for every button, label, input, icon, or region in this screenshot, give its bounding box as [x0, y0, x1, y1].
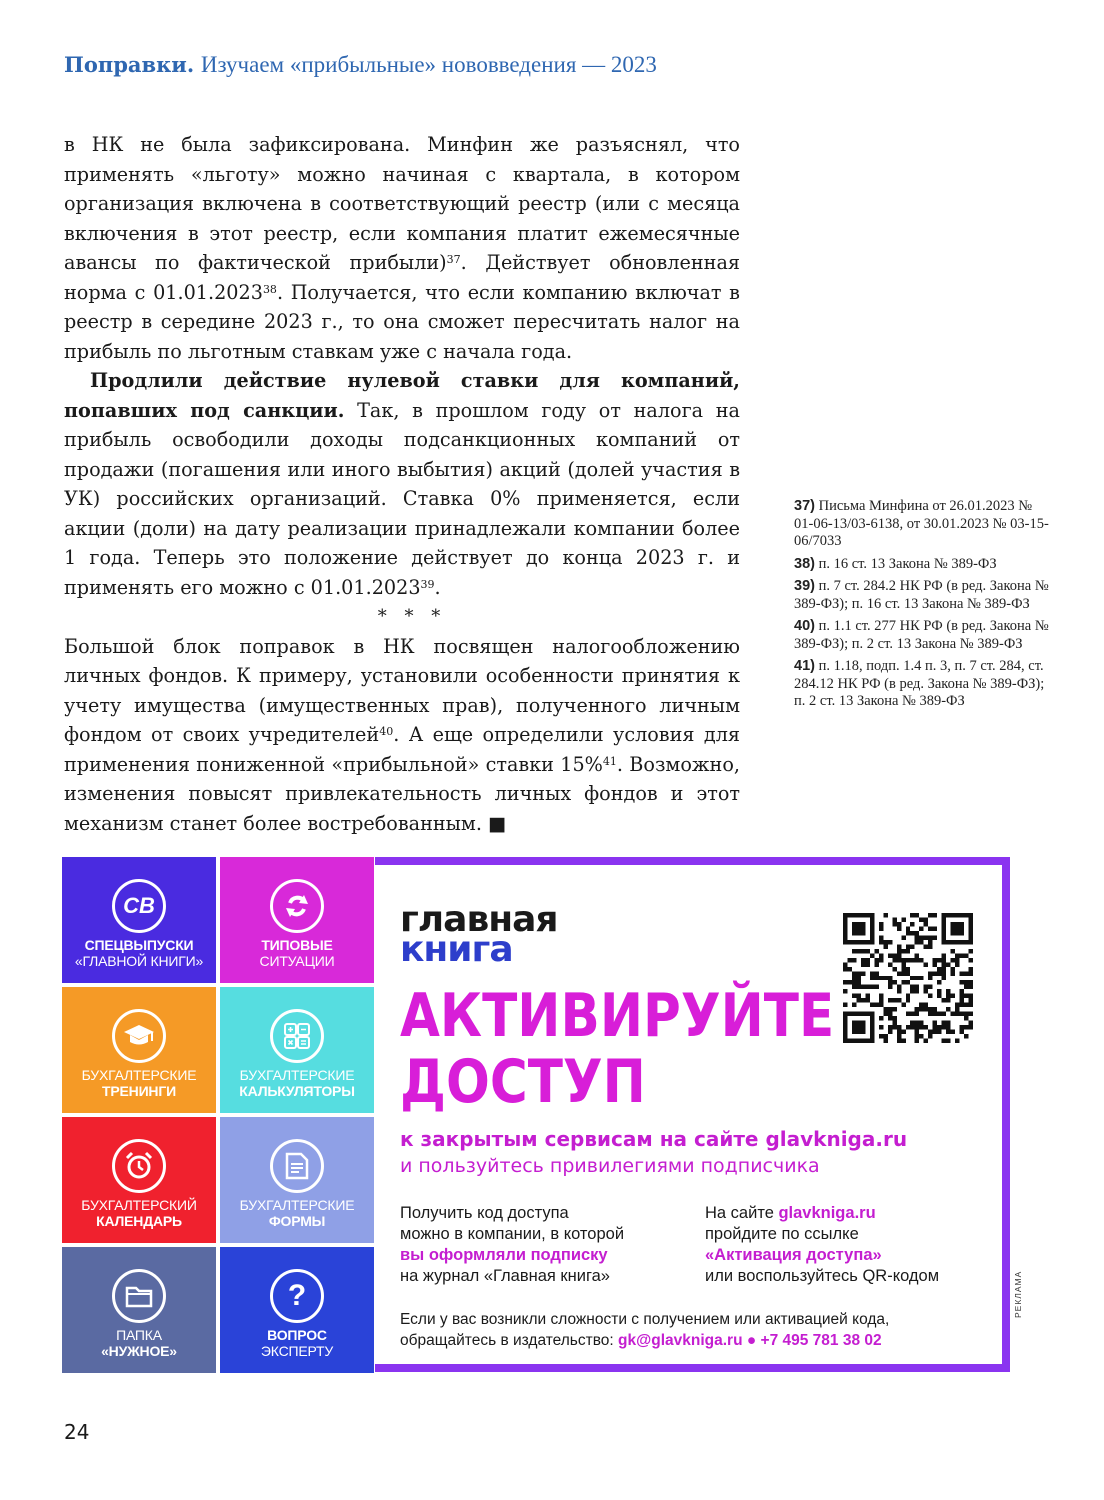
- ad-headline: АКТИВИРУЙТЕ ДОСТУП: [400, 981, 835, 1117]
- activation-instructions: На сайте glavkniga.ru пройдите по ссылке «Активация доступа» или воспользуйтесь QR-кодом: [705, 1203, 985, 1287]
- footnote-39: 39) п. 7 ст. 284.2 НК РФ (в ред. Закона № 389-ФЗ); п. 16 ст. 13 Закона № 389-ФЗ: [794, 578, 1049, 612]
- paragraph-1: в НК не была зафиксирована. Минфин же разъяснял, что применять «льготу» можно начиная с квартала, в котором организация включена в соответствующий реестр (или с месяца включения в этот реестр, если компания платит ежемесячные авансы по фактической прибыли)$^{37}$. Действует обновленная норма с 01.01.2023$^{38}$. Получается, что если компанию включат в реестр в середине 2023 г., то она сможет пересчитать налог на прибыль по льготным ставкам уже с начала года.: [64, 133, 740, 363]
- activation-panel: [375, 857, 1010, 1372]
- paragraph-2: Продлили действие нулевой ставки для компаний, попавших под санкции. Так, в прошлом году от налога на прибыль освободили доходы подсанкционных компаний от продажи (погашения или иного выбытия) акций (долей участия в УК) российских организаций. Ставка 0% применяется, если акции (доли) на дату реализации принадлежали компании более 1 года. Теперь это положение действует до конца 2023 г. и применять его можно с 01.01.2023$^{39}$.: [64, 369, 740, 599]
- ad-subheading-2: и пользуйтесь привилегиями подписчика: [400, 1155, 820, 1177]
- tile-calendar[interactable]: БУХГАЛТЕРСКИЙ КАЛЕНДАРЬ: [62, 1117, 216, 1243]
- footnote-37: 37) Письма Минфина от 26.01.2023 № 01-06-13/03-6138, от 30.01.2023 № 03-15-06/7033: [794, 498, 1049, 549]
- tile-typical-situations[interactable]: ТИПОВЫЕ СИТУАЦИИ: [220, 857, 374, 983]
- document-icon: [270, 1139, 324, 1193]
- ad-subheading: к закрытым сервисам на сайте glavkniga.ru: [400, 1127, 908, 1151]
- refresh-icon: [270, 879, 324, 933]
- tile-calculators[interactable]: БУХГАЛТЕРСКИЕ КАЛЬКУЛЯТОРЫ: [220, 987, 374, 1113]
- end-mark: ■: [488, 811, 507, 835]
- tile-forms[interactable]: БУХГАЛТЕРСКИЕ ФОРМЫ: [220, 1117, 374, 1243]
- support-phone[interactable]: +7 495 781 38 02: [760, 1332, 882, 1349]
- footnote-ref-41[interactable]: 41: [602, 754, 617, 768]
- article-body: [64, 130, 740, 838]
- footnote-38: 38) п. 16 ст. 13 Закона № 389-ФЗ: [794, 555, 997, 572]
- footnote-ref-39[interactable]: 39: [420, 577, 435, 591]
- footnote-ref-38[interactable]: 38: [262, 282, 277, 296]
- question-icon: ?: [270, 1269, 324, 1323]
- footnote-ref-37[interactable]: 37: [446, 253, 461, 266]
- advertisement: [62, 857, 1010, 1372]
- paragraph-3: Большой блок поправок в НК посвящен налогообложению личных фондов. К примеру, установили особенности принятия к учету имущества (имущественных прав), полученного личным фондом от своих учредителей$^{40}$. А еще определили условия для применения пониженной «прибыльной» ставки 15%$^{41}$. Возможно, изменения повысят привлекательность личных фондов и этот механизм станет более востребованным. ■: [64, 634, 740, 835]
- support-email[interactable]: gk@glavkniga.ru: [618, 1332, 743, 1349]
- footnote-41: 41) п. 1.18, подп. 1.4 п. 3, п. 7 ст. 284, ст. 284.12 НК РФ (в ред. Закона № 389-ФЗ); п. 2 ст. 13 Закона № 389-ФЗ: [794, 658, 1045, 709]
- footnote-ref-40[interactable]: 40: [379, 725, 394, 738]
- header-section: Поправки.: [64, 52, 195, 77]
- section-divider: * * *: [377, 606, 447, 627]
- site-link[interactable]: glavkniga.ru: [778, 1204, 876, 1222]
- graduation-cap-icon: [112, 1009, 166, 1063]
- support-contacts: Если у вас возникли сложности с получением или активацией кода, обращайтесь в издательство: gk@glavkniga.ru ● +7 495 781 38 02: [400, 1311, 890, 1349]
- tile-trainings[interactable]: БУХГАЛТЕРСКИЕ ТРЕНИНГИ: [62, 987, 216, 1113]
- page-number: 24: [64, 1420, 90, 1444]
- folder-icon: [112, 1269, 166, 1323]
- ad-label: РЕКЛАМА: [1013, 1270, 1023, 1318]
- qr-code[interactable]: [843, 913, 973, 1043]
- cb-icon: СВ: [112, 879, 166, 933]
- tile-ask-expert[interactable]: ? ВОПРОС ЭКСПЕРТУ: [220, 1247, 374, 1373]
- tile-folder[interactable]: ПАПКА «НУЖНОЕ»: [62, 1247, 216, 1373]
- alarm-clock-icon: [112, 1139, 166, 1193]
- running-header: [64, 52, 657, 78]
- footnote-40: 40) п. 1.1 ст. 277 НК РФ (в ред. Закона № 389-ФЗ); п. 2 ст. 13 Закона № 389-ФЗ: [794, 618, 1049, 652]
- activation-link[interactable]: «Активация доступа»: [705, 1246, 882, 1264]
- access-code-info: Получить код доступа можно в компании, в которой вы оформляли подписку на журнал «Главная книга»: [400, 1204, 625, 1285]
- calculator-icon: [270, 1009, 324, 1063]
- footnotes: [794, 498, 1054, 716]
- tile-special-issues[interactable]: СВ СПЕЦВЫПУСКИ «ГЛАВНОЙ КНИГИ»: [62, 857, 216, 983]
- header-title: Изучаем «прибыльные» нововведения — 2023: [200, 52, 657, 77]
- glavnaya-kniga-logo: главная книга: [400, 899, 558, 970]
- service-tiles: [62, 857, 374, 1372]
